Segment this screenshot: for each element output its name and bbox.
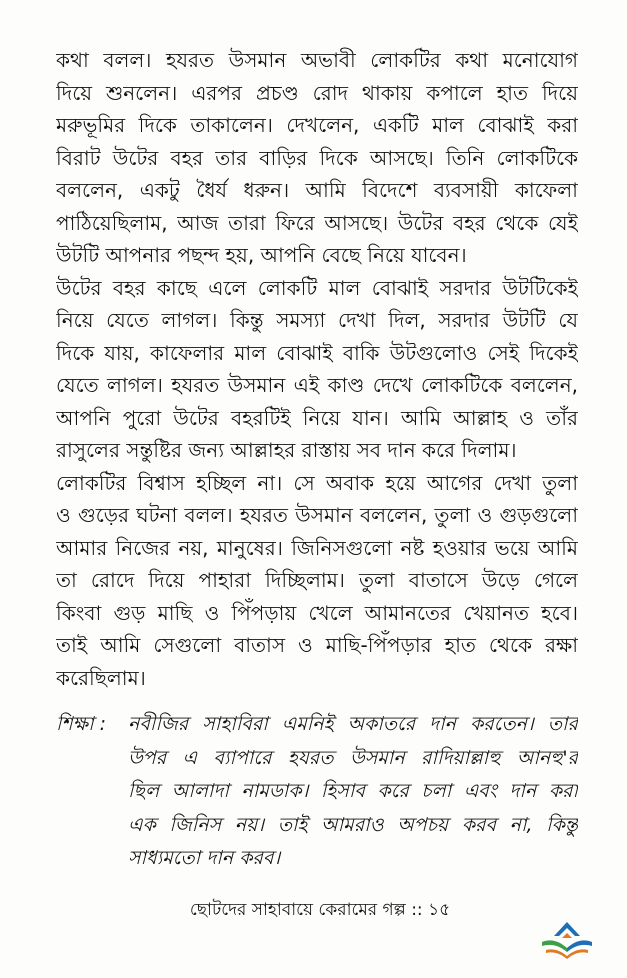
text-line: ও গুড়ের ঘটনা বলল। হযরত উসমান বললেন, তুলা ও গুড়গুলো <box>56 503 578 527</box>
lesson-label: শিক্ষা : <box>56 713 107 735</box>
text-line: কিংবা গুড় মাছি ও পিঁপড়ায় খেলে আমানতের খেয়ানত হবে। <box>56 600 578 625</box>
text-line: করেছিলাম। <box>56 665 146 690</box>
text-line: বিরাট উটের বহর তার বাড়ির দিকে আসছে। তিনি লোকটিকে <box>56 145 578 170</box>
text-line: বললেন, একটু ধৈর্য ধরুন। আমি বিদেশে ব্যবসায়ী কাফেলা <box>56 178 578 202</box>
text-line: পাঠিয়েছিলাম, আজ তারা ফিরে আসছে। উটের বহর থেকে যেই <box>56 210 578 235</box>
text-line: রাসুলের সন্তুষ্টির জন্য আল্লাহর রাস্তায় সব দান করে দিলাম। <box>56 438 517 462</box>
text-line: তা রোদে দিয়ে পাহারা দিচ্ছিলাম। তুলা বাতাসে উড়ে গেলে <box>56 568 578 592</box>
lesson-line: ছিল আলাদা নামডাক। হিসাব করে চলা এবং দান করা <box>128 780 578 802</box>
text-line: কথা বলল। হযরত উসমান অভাবী লোকটির কথা মনোযোগ <box>56 48 578 72</box>
page-footer: ছোটদের সাহাবায়ে কেরামের গল্প :: ১৫ <box>189 900 451 920</box>
lesson-line: নবীজির সাহাবিরা এমনিই অকাতরে দান করতেন। তার <box>128 713 578 735</box>
text-line: আমার নিজের নয়, মানুষের। জিনিসগুলো নষ্ট হওয়ার ভয়ে আমি <box>56 535 578 560</box>
lesson-line: উপর এ ব্যাপারে হযরত উসমান রাদিয়াল্লাহু আনহু'র <box>128 746 578 769</box>
text-line: উটটি আপনার পছন্দ হয়, আপনি বেছে নিয়ে যাবেন। <box>56 243 467 267</box>
lesson-line: সাধ্যমতো দান করব। <box>128 847 281 869</box>
text-line: মরুভূমির দিকে তাকালেন। দেখলেন, একটি মাল বোঝাই করা <box>56 113 578 137</box>
text-line: দিকে যায়, কাফেলার মাল বোঝাই বাকি উটগুলোও সেই দিকেই <box>56 340 578 365</box>
story-text <box>56 44 578 694</box>
text-line: তাই আমি সেগুলো বাতাস ও মাছি-পিঁপড়ার হাত থেকে রক্ষা <box>56 633 578 657</box>
text-line: লোকটির বিশ্বাস হচ্ছিল না। সে অবাক হয়ে আগের দেখা তুলা <box>56 470 578 495</box>
text-line: যেতে লাগল। হযরত উসমান এই কাণ্ড দেখে লোকটিকে বললেন, <box>56 373 578 397</box>
publisher-logo-icon <box>538 916 596 962</box>
lesson-line: এক জিনিস নয়। তাই আমরাও অপচয় করব না, কিন্তু <box>128 813 578 836</box>
text-line: নিয়ে যেতে লাগল। কিন্তু সমস্যা দেখা দিল, সরদার উটটি যে <box>56 308 578 332</box>
text-line: দিয়ে শুনলেন। এরপর প্রচণ্ড রোদ থাকায় কপালে হাত দিয়ে <box>56 80 578 105</box>
text-line: আপনি পুরো উটের বহরটিই নিয়ে যান। আমি আল্লাহ ও তাঁর <box>56 405 578 430</box>
text-line: উটের বহর কাছে এলে লোকটি মাল বোঝাই সরদার উটটিকেই <box>56 275 578 300</box>
lesson-box <box>56 708 578 876</box>
lesson-first-row <box>56 708 578 742</box>
